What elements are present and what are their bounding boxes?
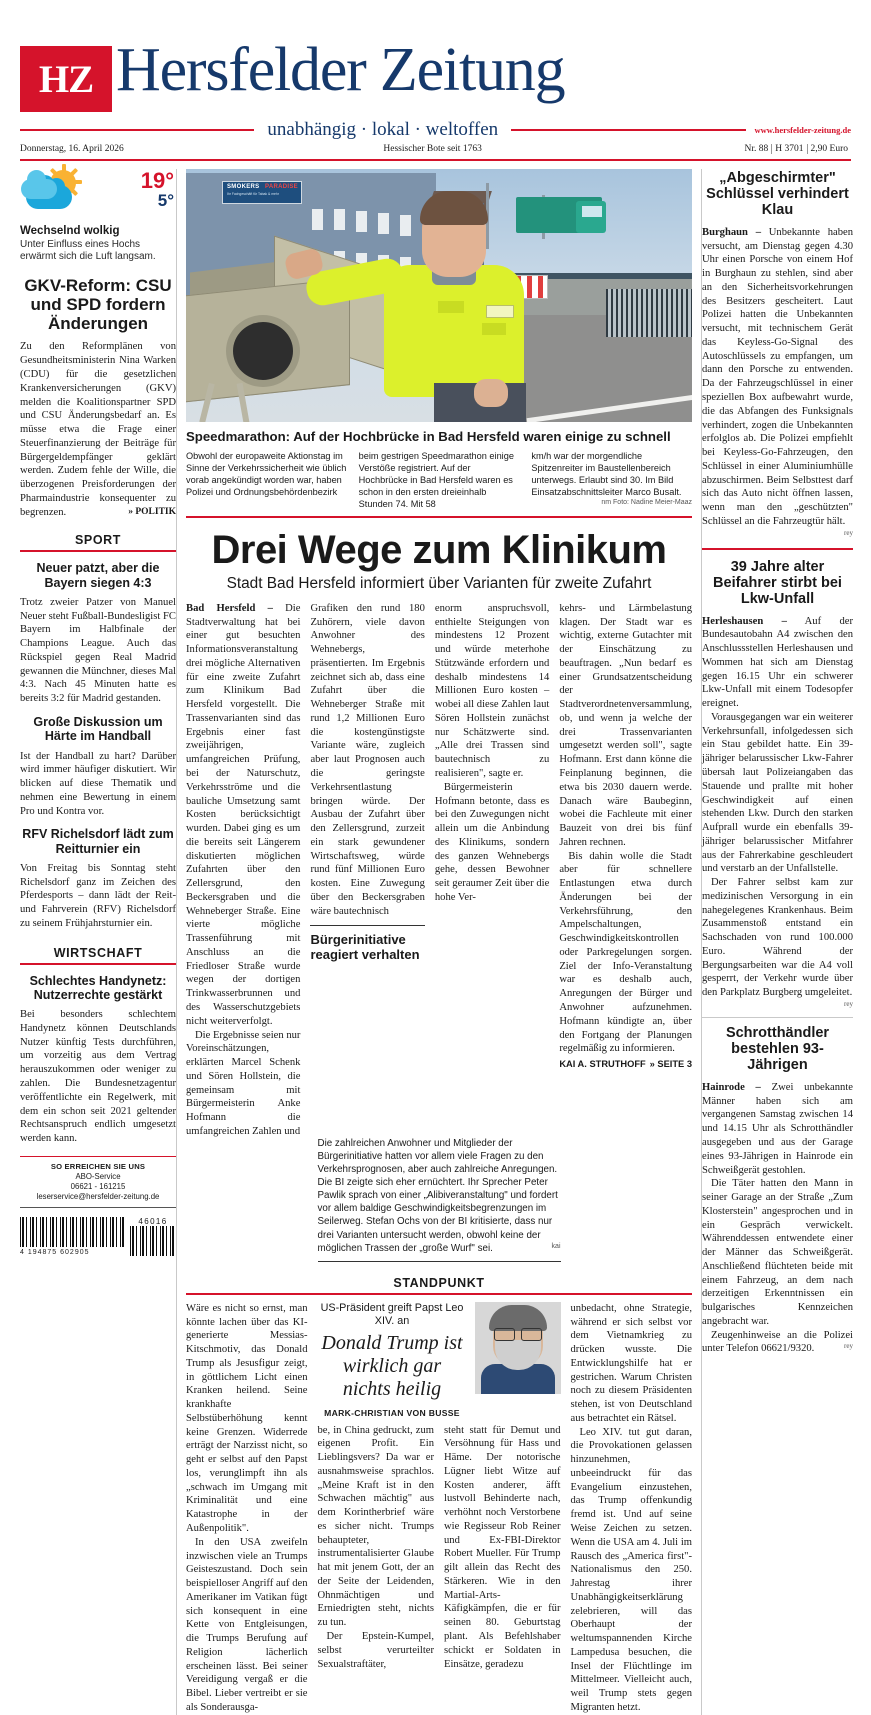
hz-logo[interactable] <box>20 46 112 112</box>
section-label-standpunkt[interactable]: STANDPUNKT <box>393 1275 485 1290</box>
sp-col3-p1: steht statt für Demut und Versöhnung für Hass und Häme. Der notorische Lügner liebt Witze auf Kosten anderer, äfft lustvoll Behinderte nach, verhöhnt noch Verstorbene wie Regisseur Rob Reiner und Ex-FBI-Direktor Robert Mueller. Für Trump gilt allein das Recht des Stärkeren. Wie in den Martial-Arts-Käfigkämpfen, die er für seinen 80. Geburtstag plant. Als Befehlshaber schickt er Soldaten in Einsätze, geradezu <box>444 1424 561 1670</box>
masthead-bottom-rule <box>20 159 851 161</box>
story1-dateline: Burghaun – <box>702 226 761 238</box>
story2-dateline: Herleshausen – <box>702 615 787 627</box>
main-col2-p1: Grafiken den rund 180 Zuhörern, viele davon Anwohner des Wehnebergs, präsentierten. Im Ergebnis zeichnet sich ab, dass eine Zufahrt über die Wehneberger Straße mit rund 1,2 Millionen Euro die kostengünstigste Variante wäre, zugleich aber laut Prognosen auch die geringste Verkehrsentlastung bringen würde. Der Ausbau der Zufahrt über den Zellersgrund, zurzeit ein stark gewundener Wirtschaftsweg, würde rund fünf Millionen Euro kosten. Eine Zuwegung über den Beckersgraben wäre bautechnisch <box>310 602 425 917</box>
glasses-icon <box>494 1328 542 1339</box>
main-author: KAI A. STRUTHOFF <box>559 1059 646 1070</box>
standpunkt-col-4 <box>571 1302 693 1715</box>
main-headline[interactable]: Drei Wege zum Klinikum <box>211 528 667 573</box>
sp-col4-p1: unbedacht, ohne Strategie, während er sich selbst vor dem Vietnamkrieg zu drücken wusste. Die Entwicklungshilfe hat er gestrichen. Warum Christen noch zu diesem Präsidenten stehen, ist von Deutschland aus betrachtet ein Rätsel. <box>570 1302 692 1424</box>
photo-caption-col-3-text: km/h war der morgendliche Spitzenreiter im Baustellenbereich unterwegs. Erlaubt sind 30. Im Bild Einsatzabschnittsleiter Marco Busalt. <box>531 450 682 497</box>
barcode-secondary <box>130 1226 176 1256</box>
barcode-main <box>20 1217 124 1247</box>
gkv-body-text: Zu den Reformplänen von Gesundheitsministerin Nina Warken (CDU) für die gesetzlichen Krankenversicherungen (GKV) melden die Koalitionspartner SPD und CSU Änderungsbedarf an. Es müsse etwa die Frage einer Steuerfinanzierung der Beiträge für Bürgergeldempfänger geklärt werden. Zudem fehle der Wille, die überzogenen Preisforderungen der Pharmaindustrie konsequenter zu begrenzen. <box>20 341 176 518</box>
story1-credit: rey <box>844 528 853 537</box>
standpunkt-title[interactable]: Donald Trump ist wirklich gar nichts heilig <box>321 1332 463 1400</box>
publication-date: Donnerstag, 16. April 2026 <box>20 144 124 154</box>
story1-body <box>702 226 854 537</box>
masthead-title-row <box>20 36 851 112</box>
gkv-headline[interactable]: GKV-Reform: CSU und SPD fordern Änderungen <box>24 276 172 333</box>
left-column <box>20 169 176 1715</box>
standpunkt-col-1 <box>186 1302 308 1715</box>
main-story-columns <box>186 602 692 1139</box>
main-story-col-4 <box>559 602 692 1139</box>
caption-rule <box>186 516 692 518</box>
masthead-tagline: Hessischer Bote seit 1763 <box>383 144 482 154</box>
wirtschaft-headline[interactable]: Schlechtes Handynetz: Nutzerrechte gestärkt <box>29 973 167 1002</box>
masthead-slogan: unabhängig · lokal · weltoffen <box>267 119 499 140</box>
barcode-number: 4 194875 602905 <box>20 1249 90 1257</box>
section-label-sport[interactable]: SPORT <box>74 533 122 548</box>
story2-headline[interactable]: 39 Jahre alter Beifahrer stirbt bei Lkw-Unfall <box>713 558 842 607</box>
weather-widget[interactable] <box>20 169 176 221</box>
story1-body-text: Unbekannte haben versucht, am Dienstag gegen 4.30 Uhr einen Porsche von einem Hof in Burghaun zu stehlen, sind aber an den Sicherheitsvorkehrungen des Besitzers gescheitert. Laut Polizei hatten die Unbekannten versucht, mit technischem Gerät das Keyless-Go-Signal des Autoschlüssels zu empfangen, um dann den Porsche zu entwenden. Da der Fahrzeugschlüssel in einer speziellen Box aufbewahrt wurde, die das Abfangen des Funksignals verhindert, zogen die Unbekannten erfolglos ab. Die Polizei empfiehlt bei Keyless-Go-Fahrzeugen, den Schlüssel in einer Aluminiumhülle abzuschirmen. Beim Selbsttest darf sich das Auto nicht öffnen lassen, wenn man den „geschützten" Schlüssel an die Fahrzeugtür hält. <box>702 226 854 527</box>
issue-code-number: 46016 <box>138 1217 168 1227</box>
box-rule-top <box>310 925 424 926</box>
photo-caption-columns <box>186 450 692 511</box>
story3-p3 <box>702 1329 853 1357</box>
main-col4-p1: kehrs- und Lärmbelastung klagen. Der Stadt war es wichtig, externe Gutachter mit der Einschätzung zu beauftragen. „Nun bedarf es einer Grundsatzentscheidung der Stadtverordnetenversammlung, ob, und wenn ja welche der drei Trassenvarianten umgesetzt werden soll", sagte Hofmann. Erst dann könne die Feinplanung beginnen, die etwa bis 2030 dauern werde. Danach wäre Baubeginn, wobei die Fachleute mit einer Bauzeit von drei bis fünf Jahren rechnen. <box>559 602 692 848</box>
right-column <box>702 169 853 1715</box>
story2-p1 <box>702 615 853 711</box>
story3-p2: Die Täter hatten den Mann in seiner Garage an der Straße „Zum Klosterstein" angesprochen und in ein Gespräch verwickelt. Währenddessen entwendete einer der Männer das Schweißgerät. Anschließend flüchteten beide mit einem Fahrzeug, an dem nach derzeitigen Erkenntnissen ein bulgarisches Kennzeichen angebracht war. <box>702 1178 853 1327</box>
box-rule-bottom <box>318 1261 561 1262</box>
issue-number: Nr. 88 <box>744 144 769 154</box>
bi-box-wrap <box>186 1137 692 1262</box>
main-story-col-2 <box>310 602 424 1139</box>
story2-body3-text: Der Fahrer selbst kam zur medizinischen Versorgung in ein nahegelegenes Krankenhaus. Beim Zusammenstoß entstand ein Sachschaden von rund 100.000 Euro. Während der Bergungsarbeiten war die A4 voll gesperrt, der Verkehr wurde über den Parkplatz Burgberg umgeleitet. <box>702 877 853 999</box>
main-page-ref[interactable]: » SEITE 3 <box>649 1059 692 1070</box>
right-rule-2 <box>702 1017 853 1018</box>
weather-description: Unter Einfluss eines Hochs erwärmt sich die Luft langsam. <box>20 239 156 263</box>
contact-rule <box>20 1156 176 1158</box>
story3-dateline: Hainrode – <box>702 1081 761 1093</box>
weather-high: 19° <box>140 168 174 193</box>
wirtschaft-rule <box>20 963 176 965</box>
smokers-paradise-sign: SMOKERS PARADISE Ihr Fachgeschäft für Tabak & mehr <box>222 181 302 204</box>
slogan-rule-right <box>511 129 745 131</box>
contact-phone[interactable]: 06621 - 161215 <box>70 1182 126 1192</box>
story3-headline[interactable]: Schrotthändler bestehlen 93-Jährigen <box>725 1025 830 1073</box>
sport-item-2-headline[interactable]: RFV Richelsdorf lädt zum Reitturnier ein <box>22 827 174 856</box>
sport-item-1-headline[interactable]: Große Diskussion um Härte im Handball <box>33 715 163 744</box>
standpunkt-section <box>186 1276 692 1715</box>
contact-title: SO ERREICHEN SIE UNS <box>50 1162 146 1172</box>
contact-email[interactable]: leserservice@hersfelder-zeitung.de <box>36 1192 160 1202</box>
standpunkt-kicker: US-Präsident greift Papst Leo XIV. an <box>320 1301 464 1327</box>
right-rule-1 <box>702 548 853 550</box>
sport-item-2-body: Von Freitag bis Sonntag steht Richelsdorf ganz im Zeichen des Pferdesports – dann lädt der Reit- und Fahrverein (RFV) Richelsdorf zu seinem Frühjahrsturnier ein. <box>20 862 176 929</box>
story3-body3-text: Zeugenhinweise an die Polizei unter Telefon 06621/9320. <box>702 1329 853 1355</box>
main-col1-p1 <box>186 602 300 1029</box>
main-story-col-1 <box>186 602 300 1139</box>
wirtschaft-body: Bei besonders schlechtem Handynetz können Deutschlands Nutzer künftig Tests durchführen, um vorzeitig aus dem Vertrag herauszukommen oder weniger zu zahlen. Die Bundesnetzagentur veröffentlichte ein Regelwerk, mit dem ein schon seit 2021 geltender Rechtsanspruch endlich umgesetzt werden kann. <box>20 1009 176 1145</box>
issue-code: H 3701 <box>771 144 806 154</box>
story2-p2: Vorausgegangen war ein weiterer Verkehrsunfall, infolgedessen sich ein Stau gebildet hatte. Ein 39-jähriger belarussischer Lkw-Fahrer übersah laut Polizeiangaben das Stauende und prallte mit hoher Geschwindigkeit auf einen stehenden Lkw. Durch den starken Aufprall wurde ein ebenfalls 39-jähriger belarussischer Mitfahrer aus der Fahrerkabine geschleudert und verstarb an der Unfallstelle. <box>702 711 853 875</box>
sport-item-0-headline[interactable]: Neuer patzt, aber die Bayern siegen 4:3 <box>36 561 160 590</box>
weather-low: 5° <box>157 191 174 211</box>
photo-caption-col-3 <box>531 450 692 511</box>
story1-headline[interactable]: „Abgeschirmter" Schlüssel verhindert Klau <box>706 170 849 218</box>
website-url[interactable]: www.hersfelder-zeitung.de <box>754 125 852 135</box>
masthead-slogan-row <box>20 121 851 139</box>
contact-abo: ABO-Service <box>75 1172 121 1182</box>
masthead-meta <box>20 144 851 154</box>
photo-caption-col-1: Obwohl der europaweite Aktionstag im Sinne der Verkehrssicherheit wie üblich vorab angekündigt worden war, haben Polizei und Ordnungsbehördenbezirk <box>186 450 347 497</box>
photo-caption-headline[interactable]: Speedmarathon: Auf der Hochbrücke in Bad Hersfeld waren einige zu schnell <box>186 429 671 444</box>
photo-caption-col-2: beim gestrigen Speedmarathon einige Verstöße registriert. Auf der Hochbrücke in Bad Hersfeld waren es schon in den ersten dreieinhalb Stunden 74. Mit 58 <box>358 450 514 510</box>
newspaper-title: Hersfelder Zeitung <box>116 36 565 104</box>
story2-credit: rey <box>844 1000 853 1008</box>
standpunkt-columns <box>186 1302 692 1715</box>
sport-item-1-body: Ist der Handball zu hart? Darüber wird immer häufiger diskutiert. Wir blicken auf diese Thematik und nehmen eine Bewertung in einem Pro und Kontra vor. <box>20 750 176 817</box>
main-col1-text: Die Stadtverwaltung hat bei einer gut besuchten Informationsveranstaltung drei mögliche Alternativen für eine zweite Zufahrt zum Klinikum Bad Hersfeld vorgestellt. Die Trassenvarianten sind das Ergebnis einer fast zweijährigen, umfangreichen Prüfung, bei der Naturschutz, Verkehrsströme und die bauliche Umsetzung samt Kosten berücksichtigt wurden. Dabei ging es um die bereits seit Längerem diskutierten möglichen Zufahrten über den Zellersgrund, den Beckersgraben und die Wehneberger Straße. Eine vierte mögliche Trassenführung mit Anschluss an die Friedloser Straße wurde wegen der dortigen Trinkwasserbrunnen und des Wasserschutzgebiets nicht weiterverfolgt. <box>186 602 301 1027</box>
standpunkt-head-col <box>318 1302 561 1715</box>
bi-box-credit: kai <box>551 1242 561 1250</box>
bi-box <box>318 1137 561 1262</box>
author-portrait <box>475 1302 561 1394</box>
sport-item-0-body: Trotz zweier Patzer von Manuel Neuer steht Fußball-Bundesligist FC Bayern im Halbfinale der Champions League. Auch das Rückspiel gegen Real Madrid gewannen die Münchner, dieses Mal 4:3. Nach 45 Minuten hatte es bereits 3:2 für Madrid gestanden. <box>20 596 176 705</box>
sport-rule <box>20 550 176 552</box>
story3-body-text: Zwei unbekannte Männer haben sich am vergangenen Samstag zwischen 14 und 14.15 Uhr als Schrotthändler ausgegeben und aus der Garage eines 93-Jährigen in Hainrode ein Schweißgerät gestohlen. <box>702 1081 853 1176</box>
sp-col1-p1: Wäre es nicht so ernst, man könnte lachen über das KI-generierte Messias-Kitschmotiv, das Donald Trump als Jesusfigur zeigt, in göttlichem Licht einen Kranken heilend. Seine krankhafte Selbstüberhöhung kennt keine Grenzen. Widerrede erträgt der Narzisst nicht, so geht er selbst auf den Papst los, verunglimpft ihn als „schwach im Umgang mit Kriminalität und eine Katastrophe in der Außenpolitik". <box>186 1302 308 1535</box>
bi-box-body <box>318 1137 561 1255</box>
weather-condition: Wechselnd wolkig <box>20 225 120 237</box>
main-col3-p2: Bürgermeisterin Hofmann betonte, dass es bei den Zuwegungen nicht allein um die Anbindung des Klinikums, sondern des ganzen Wehnebergs gehe, dessen Bewohner seit geraumer Zeit über die hohe Ver- <box>434 781 550 903</box>
masthead <box>20 0 851 161</box>
main-dateline: Bad Hersfeld – <box>186 602 273 614</box>
main-col4-p2: Bis dahin wolle die Stadt aber für schnellere Entlastungen etwa durch Änderungen bei der Verkehrsführung, den Ampelschaltungen, Geschwindigkeitskontrollen oder Parkregelungen sorgen. Ziel der Info-Veranstaltung war es deshalb auch, Anregungen der Bürger und Anwohner aufzunehmen. Hofmann kündigte an, über den Fortgang der Planungen regelmäßig zu informieren. <box>559 850 692 1055</box>
slogan-rule-left <box>20 129 254 131</box>
weather-temperatures <box>88 169 176 211</box>
story2-body-text: Auf der Bundesautobahn A4 zwischen den Anschlussstellen Herleshausen und Wommen hat sich am Dienstag gegen 16.15 Uhr ein schwerer Lkw-Unfall mit einem Todesopfer ereignet. <box>702 615 854 710</box>
contact-rule-bottom <box>20 1207 176 1208</box>
hz-logo-text: HZ <box>38 57 94 101</box>
main-subheadline: Stadt Bad Hersfeld informiert über Varianten für zweite Zufahrt <box>226 575 652 593</box>
gkv-reference[interactable]: » POLITIK <box>128 506 176 517</box>
sun-behind-cloud-icon <box>20 169 88 221</box>
gkv-body <box>20 340 176 519</box>
issue-price: 2,90 Euro <box>807 144 851 154</box>
sp-col2-p1: be, in China gedruckt, zum eigenen Profit. Ein Lieblingsvers? Da war er ausnahmsweise sprachlos. „Meine Kraft ist in den Schwachen mächtig" aus dem Korintherbrief wäre es sicher nicht. Trumps behaupteter, instrumentalisierter Glaube hat mit jenem Gott, der an der Seite der Leidenden, Ohnmächtigen und Erniedrigten steht, nichts zu tun. <box>317 1424 434 1629</box>
sp-col1-p2: In den USA zweifeln inzwischen viele an Trumps Geisteszustand. Doch sein beispielloser Angriff auf den Amerikaner im Vatikan fügt sich konsequent in eine Kette von Entgleisungen, die Trumps Berufung auf Religion lächerlich erscheinen lässt. Bei seiner Vereidigung vergaß er die Bibel. Lieber vertreibt er sie als Sonderausga- <box>186 1536 308 1713</box>
issue-info <box>742 144 851 154</box>
standpunkt-author: MARK-CHRISTIAN VON BUSSE <box>324 1407 460 1418</box>
story3-p1 <box>702 1081 853 1177</box>
page-grid <box>20 168 854 1715</box>
sp-col4-p2: Leo XIV. tut gut daran, die Provokationen gelassen hinzunehmen, unbeeindruckt für das Evangelium einzustehen, das Trump offenkundig fremd ist. Und auf seine Weise Zeichen zu setzen. Wenn die USA am 4. Juli im Rausch des „America first"-Nationalismus den 250. Jahrestag ihrer Unabhängigkeitserklärung zelebrieren, will das Oberhaupt der weltumspannenden Kirche Lampedusa besuchen, die Insel der Flüchtlinge im Mittelmeer. Vielleicht auch, weil Trump stets gegen Migranten hetzt. <box>570 1426 692 1713</box>
main-col1-p2: Die Ergebnisse seien nur Voreinschätzungen, erklärten Marcel Schenk und Sören Hollstein, die gemeinsam mit Bürgermeisterin Anke Hofmann die umfangreichen Zahlen und <box>186 1029 301 1137</box>
story3-credit: rey <box>844 1342 853 1351</box>
main-byline-row <box>559 1059 692 1069</box>
bi-box-headline[interactable]: Bürgerinitiative reagiert verhalten <box>310 932 420 963</box>
bi-box-body-text: Die zahlreichen Anwohner und Mitglieder der Bürgerinitiative hatten vor allem viele Fragen zu den Verkehrsprognosen, aber auch zahlreiche Anregungen. Die BI zeigte sich eher ernüchtert. Ihr Sprecher Peter Pawlik sprach von einer „Alibiveranstaltung" und fordert vor allem baldige Geschwindigkeitsbegrenzungen im Seilerweg. Stefan Ochs von der BI kritisierte, dass nur drei Varianten untersucht werden, obwohl keine der möglichen Trassen der „große Wurf" sei. <box>317 1137 558 1254</box>
photo-credit: nm Foto: Nadine Meier-Maaz <box>601 499 693 507</box>
main-story-col-3 <box>435 602 549 1139</box>
section-label-wirtschaft[interactable]: WIRTSCHAFT <box>53 945 143 960</box>
center-column <box>177 169 701 1715</box>
sp-col2-p2: Der Epstein-Kumpel, selbst verurteilter Sexualstraftäter, <box>317 1630 434 1670</box>
main-col3-p1: enorm anspruchsvoll, enthielte Steigungen von mindestens 12 Prozent und würde meterhohe Stützwände erfordern und deshalb mindestens 14 Millionen Euro kosten – wobei all diese Zahlen laut Sören Hollstein zunächst nur Schätzwerte sind. „Alle drei Trassen sind bautechnisch zu realisieren", sagte er. <box>434 602 550 779</box>
lead-photo <box>186 169 692 422</box>
barcode-block <box>20 1217 176 1256</box>
standpunkt-rule <box>186 1293 692 1295</box>
contact-block <box>20 1162 176 1201</box>
story2-p3 <box>702 876 853 1008</box>
